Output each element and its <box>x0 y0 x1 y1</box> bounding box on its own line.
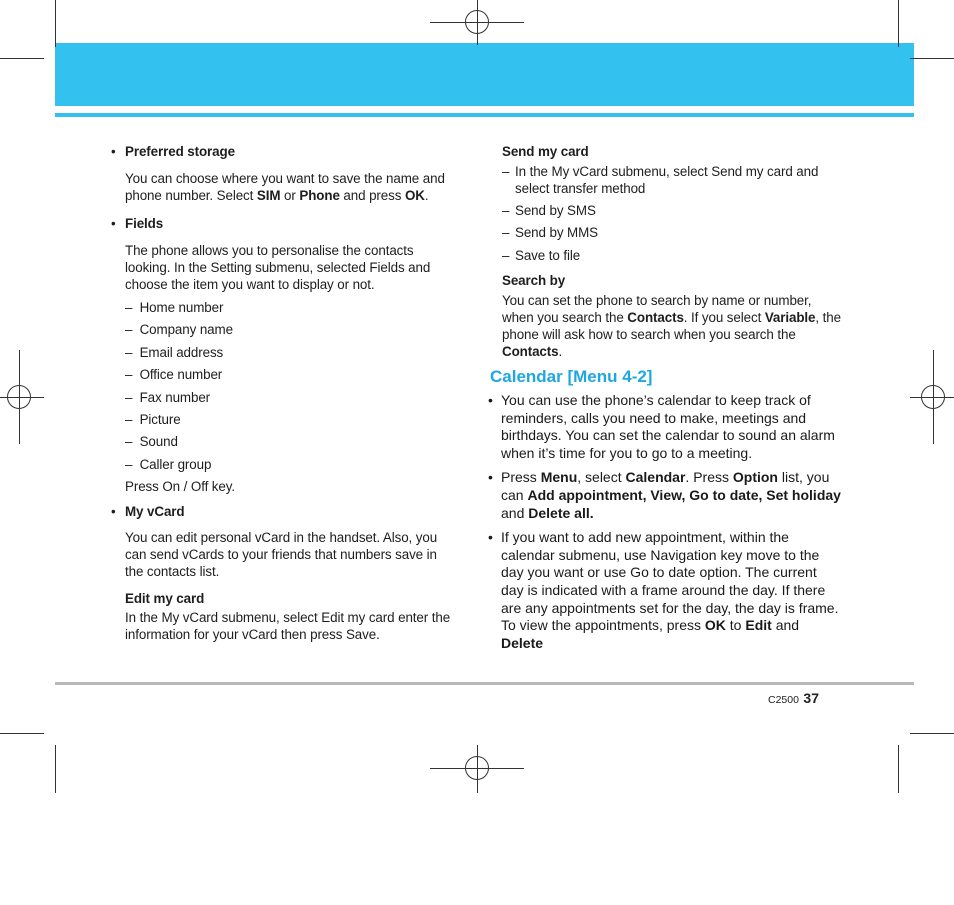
calendar-bullet: • Press Menu, select Calendar. Press Option list, you can Add appointment, View, Go to date, Set holiday and Delete all. <box>488 469 841 521</box>
registration-circle <box>7 385 31 409</box>
my-vcard-text: You can edit personal vCard in the handset. Also, you can send vCards to your friends that numbers save in the contacts list. <box>125 530 438 580</box>
bullet-dot: • <box>111 216 116 231</box>
edit-my-card-text: In the My vCard submenu, select Edit my card enter the information for your vCard then press Save. <box>125 610 451 643</box>
registration-circle <box>465 756 489 780</box>
section-title-calendar: Calendar [Menu 4-2] <box>490 367 653 386</box>
crop-mark <box>0 733 44 734</box>
heading-fields: Fields <box>125 216 164 231</box>
registration-circle <box>465 10 489 34</box>
heading-my-vcard: My vCard <box>125 504 185 520</box>
list-item: – Sound <box>125 434 178 450</box>
list-item: – Send by MMS <box>502 225 598 241</box>
bullet-dot: • <box>111 504 116 520</box>
heading-send-my-card: Send my card <box>502 144 589 159</box>
page-footer <box>768 690 819 708</box>
heading-preferred-storage: Preferred storage <box>125 144 235 159</box>
preferred-storage-text: You can choose where you want to save the name and phone number. Select SIM or Phone and press OK. <box>125 171 445 203</box>
calendar-bullets <box>488 392 843 652</box>
footer-rule <box>55 682 914 685</box>
search-by-text: You can set the phone to search by name or number, when you search the Contacts. If you select Variable, the phone will ask how to search when you search the Contacts. <box>502 292 841 359</box>
crop-mark <box>55 0 56 47</box>
calendar-bullet: • You can use the phone’s calendar to keep track of reminders, calls you need to make, meetings and birthdays. You can set the calendar to sound an alarm when it’s time for you to go to a meeting. <box>488 392 835 461</box>
list-item: – Email address <box>125 344 224 360</box>
left-column <box>111 143 456 643</box>
list-item: – Home number <box>125 300 224 315</box>
list-item: – Fax number <box>125 389 211 405</box>
bullet-dot: • <box>488 469 493 486</box>
fields-footer: Press On / Off key. <box>125 479 235 495</box>
crop-mark <box>0 58 44 59</box>
fields-text: The phone allows you to personalise the contacts looking. In the Setting submenu, selected Fields and choose the item you want to display or not. <box>125 243 431 292</box>
list-item: – Save to file <box>502 247 581 263</box>
header-band <box>55 43 914 106</box>
list-item: – Office number <box>125 367 223 383</box>
heading-search-by: Search by <box>502 272 566 288</box>
list-item: – Caller group <box>125 456 212 472</box>
bullet-fields <box>111 215 456 232</box>
bullet-my-vcard <box>111 503 456 520</box>
header-rule <box>55 113 914 117</box>
list-item: – In the My vCard submenu, select Send my card and select transfer method <box>502 164 819 196</box>
page-number: 37 <box>803 690 819 706</box>
registration-circle <box>921 385 945 409</box>
send-my-card-list <box>502 163 842 264</box>
right-column <box>502 143 842 360</box>
bullet-preferred-storage <box>111 143 456 160</box>
crop-mark <box>898 745 899 793</box>
heading-edit-my-card: Edit my card <box>125 591 205 607</box>
list-item: – Company name <box>125 322 233 338</box>
list-item: – Picture <box>125 411 181 427</box>
fields-list <box>125 299 456 478</box>
calendar-bullet: • If you want to add new appointment, within the calendar submenu, use Navigation key move to the day you want or use Go to date option. The current day is indicated with a frame around the day. If there are any appointments set for the day, the day is frame. To view the appointments, press OK to Edit and Delete <box>488 529 839 651</box>
model-label: C2500 <box>768 694 799 706</box>
bullet-dot: • <box>488 392 493 408</box>
list-item: – Send by SMS <box>502 203 596 218</box>
bullet-dot: • <box>488 529 493 546</box>
crop-mark <box>55 745 56 793</box>
bullet-dot: • <box>111 144 116 159</box>
crop-mark <box>910 733 954 734</box>
crop-mark <box>910 58 954 59</box>
crop-mark <box>898 0 899 47</box>
